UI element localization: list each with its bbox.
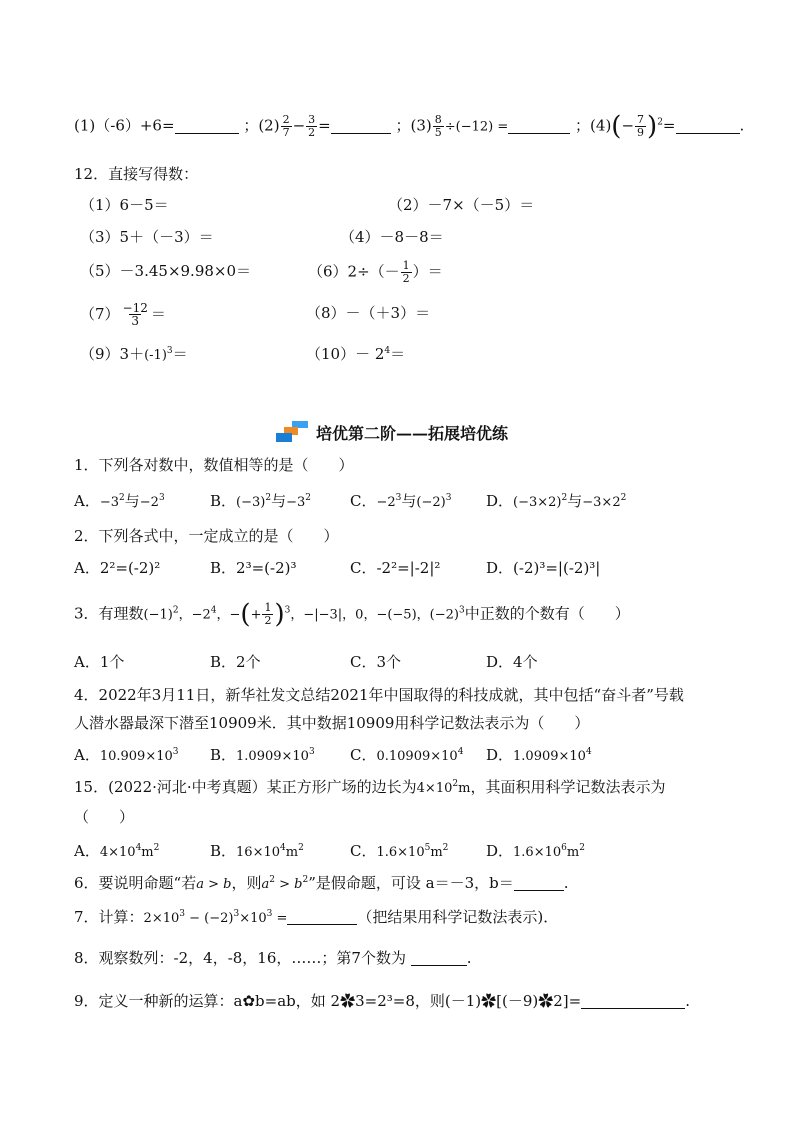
fraction: $\frac{7}{9}$ <box>637 113 645 139</box>
q15-option-b[interactable]: B．$16\times 10^4m^2$ <box>210 842 304 860</box>
q15-option-d[interactable]: D．$1.6\times 10^6m^2$ <box>486 842 585 860</box>
q3-option-d[interactable]: D．4个 <box>486 653 538 671</box>
q12-row-4 <box>80 302 734 327</box>
fraction: $\frac{2}{7}$ <box>282 113 290 139</box>
q12-row-5 <box>80 343 734 367</box>
q3-option-a[interactable]: A．1个 <box>74 653 125 671</box>
section-heading <box>276 420 508 444</box>
section-heading-text: 培优第二阶——拓展培优练 <box>316 423 509 443</box>
fraction: $\frac{8}{5}$ <box>434 113 442 139</box>
q4-option-a[interactable]: A．$10.909\times 10^3$ <box>74 746 179 764</box>
q12-item-8: （8）－（＋3）＝ <box>306 304 431 322</box>
q12-item-2: （2）－7×（－5）＝ <box>388 196 535 214</box>
q12-item-1: （1）6－5＝ <box>80 196 169 214</box>
answer-blank[interactable] <box>581 992 685 1009</box>
q3-stem: 3．有理数$(-1)^2$，$-2^4$，−(+ $\frac{1}{2}$ )$^3$，−|−3|，0，−(−5)，$(-2)^3$中正数的个数有（ ） <box>74 599 630 630</box>
q2-option-b[interactable]: B．2³=(-2)³ <box>210 559 297 577</box>
q3-option-b[interactable]: B．2个 <box>210 653 261 671</box>
q9-stem: 9．定义一种新的运算：a✿b=ab，如 2✿3=2³=8，则(－1)✿[(－9)✿2]= . <box>74 992 690 1010</box>
q1-stem: 1．下列各对数中，数值相等的是（ ） <box>74 456 354 474</box>
q12-item-7: （7） $\frac{-12}{3}$ ＝ <box>80 301 166 328</box>
q2-option-a[interactable]: A．2²=(-2)² <box>74 559 161 577</box>
answer-blank[interactable] <box>287 908 357 925</box>
q2-stem: 2．下列各式中，一定成立的是（ ） <box>74 527 339 545</box>
q12-item-3: （3）5＋（－3）＝ <box>80 228 214 246</box>
q8-stem: 8．观察数列：-2，4，-8，16，……；第7个数为 . <box>74 949 472 967</box>
fraction: $\frac{3}{2}$ <box>308 113 316 139</box>
q3-option-c[interactable]: C．3个 <box>350 653 402 671</box>
answer-blank[interactable] <box>175 117 239 134</box>
q1-option-d[interactable]: D．$(-3\times 2)^2$与$-3\times 2^2$ <box>486 492 627 510</box>
q12-row-3 <box>80 259 734 285</box>
q12-item-4: （4）－8－8＝ <box>340 228 444 246</box>
exercise-1-text: (1)（-6）+6= <box>74 116 175 135</box>
q4-option-d[interactable]: D．$1.0909\times 10^4$ <box>486 746 592 764</box>
answer-blank[interactable] <box>508 117 570 134</box>
q12-row-1 <box>80 194 734 216</box>
q15-stem-line-2: （ ） <box>74 808 135 826</box>
answer-blank[interactable] <box>514 874 564 891</box>
q12-item-10: $(10)- 2^4=$ <box>306 345 406 363</box>
q15-option-a[interactable]: A．$4\times 10^4m^2$ <box>74 842 160 860</box>
q2-option-d[interactable]: D．(-2)³=|(-2)³| <box>486 559 601 577</box>
q4-option-b[interactable]: B．$1.0909\times 10^3$ <box>210 746 315 764</box>
q12-item-5: （5）－3.45×9.98×0＝ <box>80 262 252 280</box>
q2-option-c[interactable]: C．-2²=|-2|² <box>350 559 441 577</box>
q12-title: 12．直接写得数： <box>74 165 199 183</box>
q7-stem: 7．计算：$2\times 10^3 - (-2)^3\times 10^3$ = （把结果用科学记数法表示)． <box>74 908 559 926</box>
section-logo-icon <box>276 421 310 443</box>
top-exercise-line: (1)（-6）+6= ；(2) $\frac{2}{7}$ − $\frac{3}{2}$ = ；(3) $\frac{8}{5}$ ÷(−12) = ；(4)(− $\frac{7}{9}$ )$^2$= . <box>74 111 745 142</box>
q1-option-c[interactable]: C．$-2^3$与$(-2)^3$ <box>350 492 452 510</box>
q12-item-6: （6）2÷（－ $\frac{1}{2}$ ）＝ <box>308 259 443 285</box>
q1-option-a[interactable]: A．$-3^2$与$-2^3$ <box>74 492 165 510</box>
answer-blank[interactable] <box>676 117 740 134</box>
q6-stem: 6．要说明命题“若a > b，则$a^2 > b^2$”是假命题，可设 a＝－3，b＝ . <box>74 874 569 892</box>
q1-option-b[interactable]: B．$(-3)^2$与$-3^2$ <box>210 492 311 510</box>
q15-stem-line-1: 15．(2022·河北·中考真题）某正方形广场的边长为$4\times 10^2m$，其面积用科学记数法表示为 <box>74 778 666 796</box>
q4-stem-line-1: 4．2022年3月11日，新华社发文总结2021年中国取得的科技成就，其中包括“奋斗者”号载 <box>74 686 684 704</box>
answer-blank[interactable] <box>331 117 391 134</box>
answer-blank[interactable] <box>411 949 467 966</box>
q15-option-c[interactable]: C．$1.6\times 10^5m^2$ <box>350 842 449 860</box>
q12-row-2 <box>80 226 734 248</box>
q4-option-c[interactable]: C．$0.10909\times 10^4$ <box>350 746 464 764</box>
q12-item-9: $(9)3+(-1)^3=$ <box>80 345 188 363</box>
q4-stem-line-2: 人潜水器最深下潜至10909米．其中数据10909用科学记数法表示为（ ） <box>74 714 590 732</box>
